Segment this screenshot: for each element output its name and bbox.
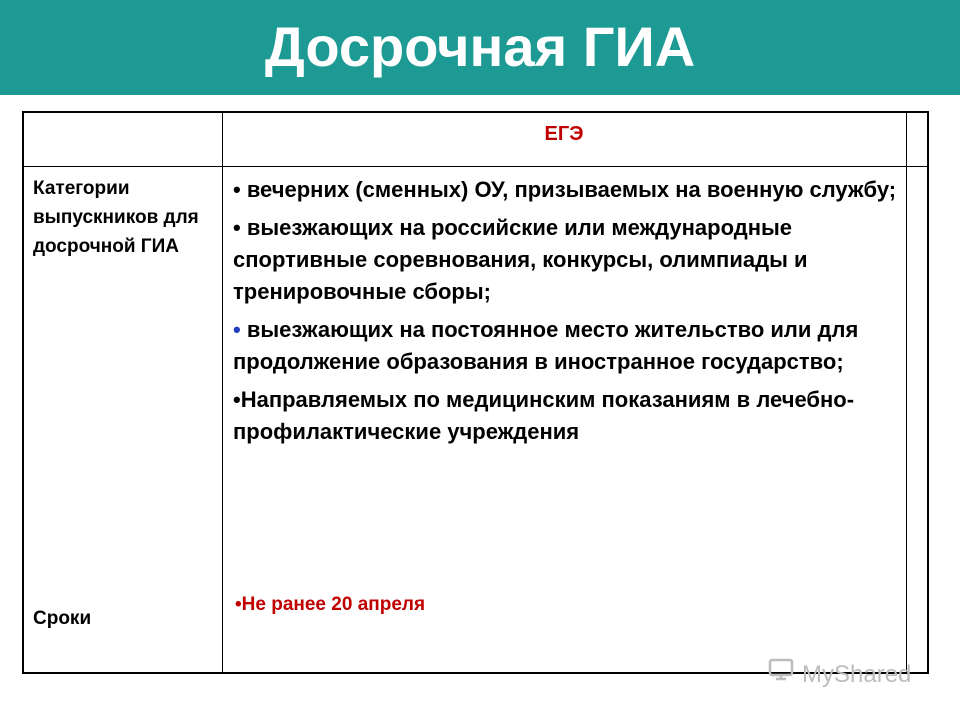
list-item-text: выезжающих на постоянное место жительство или для продолжение образования в иностранное государство; <box>233 317 859 374</box>
bullet-marker: • <box>233 387 241 412</box>
categories-list <box>233 174 903 454</box>
table-header-ege: ЕГЭ <box>544 123 584 145</box>
table-column-divider <box>222 112 223 673</box>
list-item <box>233 174 903 206</box>
list-item-text: Направляемых по медицинским показаниям в лечебно-профилактические учреждения <box>233 387 855 444</box>
list-item <box>233 314 903 378</box>
title-banner <box>0 0 960 95</box>
deadline-text: •Не ранее 20 апреля <box>235 594 426 615</box>
watermark <box>768 656 928 692</box>
bullet-marker: • <box>233 215 241 240</box>
watermark-text: MyShared <box>802 660 912 688</box>
bullet-marker: • <box>233 177 241 202</box>
row-label-terms: Сроки <box>33 608 92 629</box>
row-label-categories: Категории выпускников для досрочной ГИА <box>33 178 199 257</box>
list-item-text: вечерних (сменных) ОУ, призываемых на военную службу; <box>240 177 897 202</box>
list-item-text: выезжающих на российские или международные спортивные соревнования, конкурсы, олимпиады и тренировочные сборы; <box>233 215 808 304</box>
list-item <box>233 212 903 308</box>
list-item <box>233 384 903 448</box>
table-header-divider <box>23 166 928 167</box>
table-right-column-divider <box>906 112 907 673</box>
slide-title: Досрочная ГИА <box>264 15 696 78</box>
bullet-marker: • <box>233 317 241 342</box>
myshared-logo-icon <box>768 656 798 693</box>
